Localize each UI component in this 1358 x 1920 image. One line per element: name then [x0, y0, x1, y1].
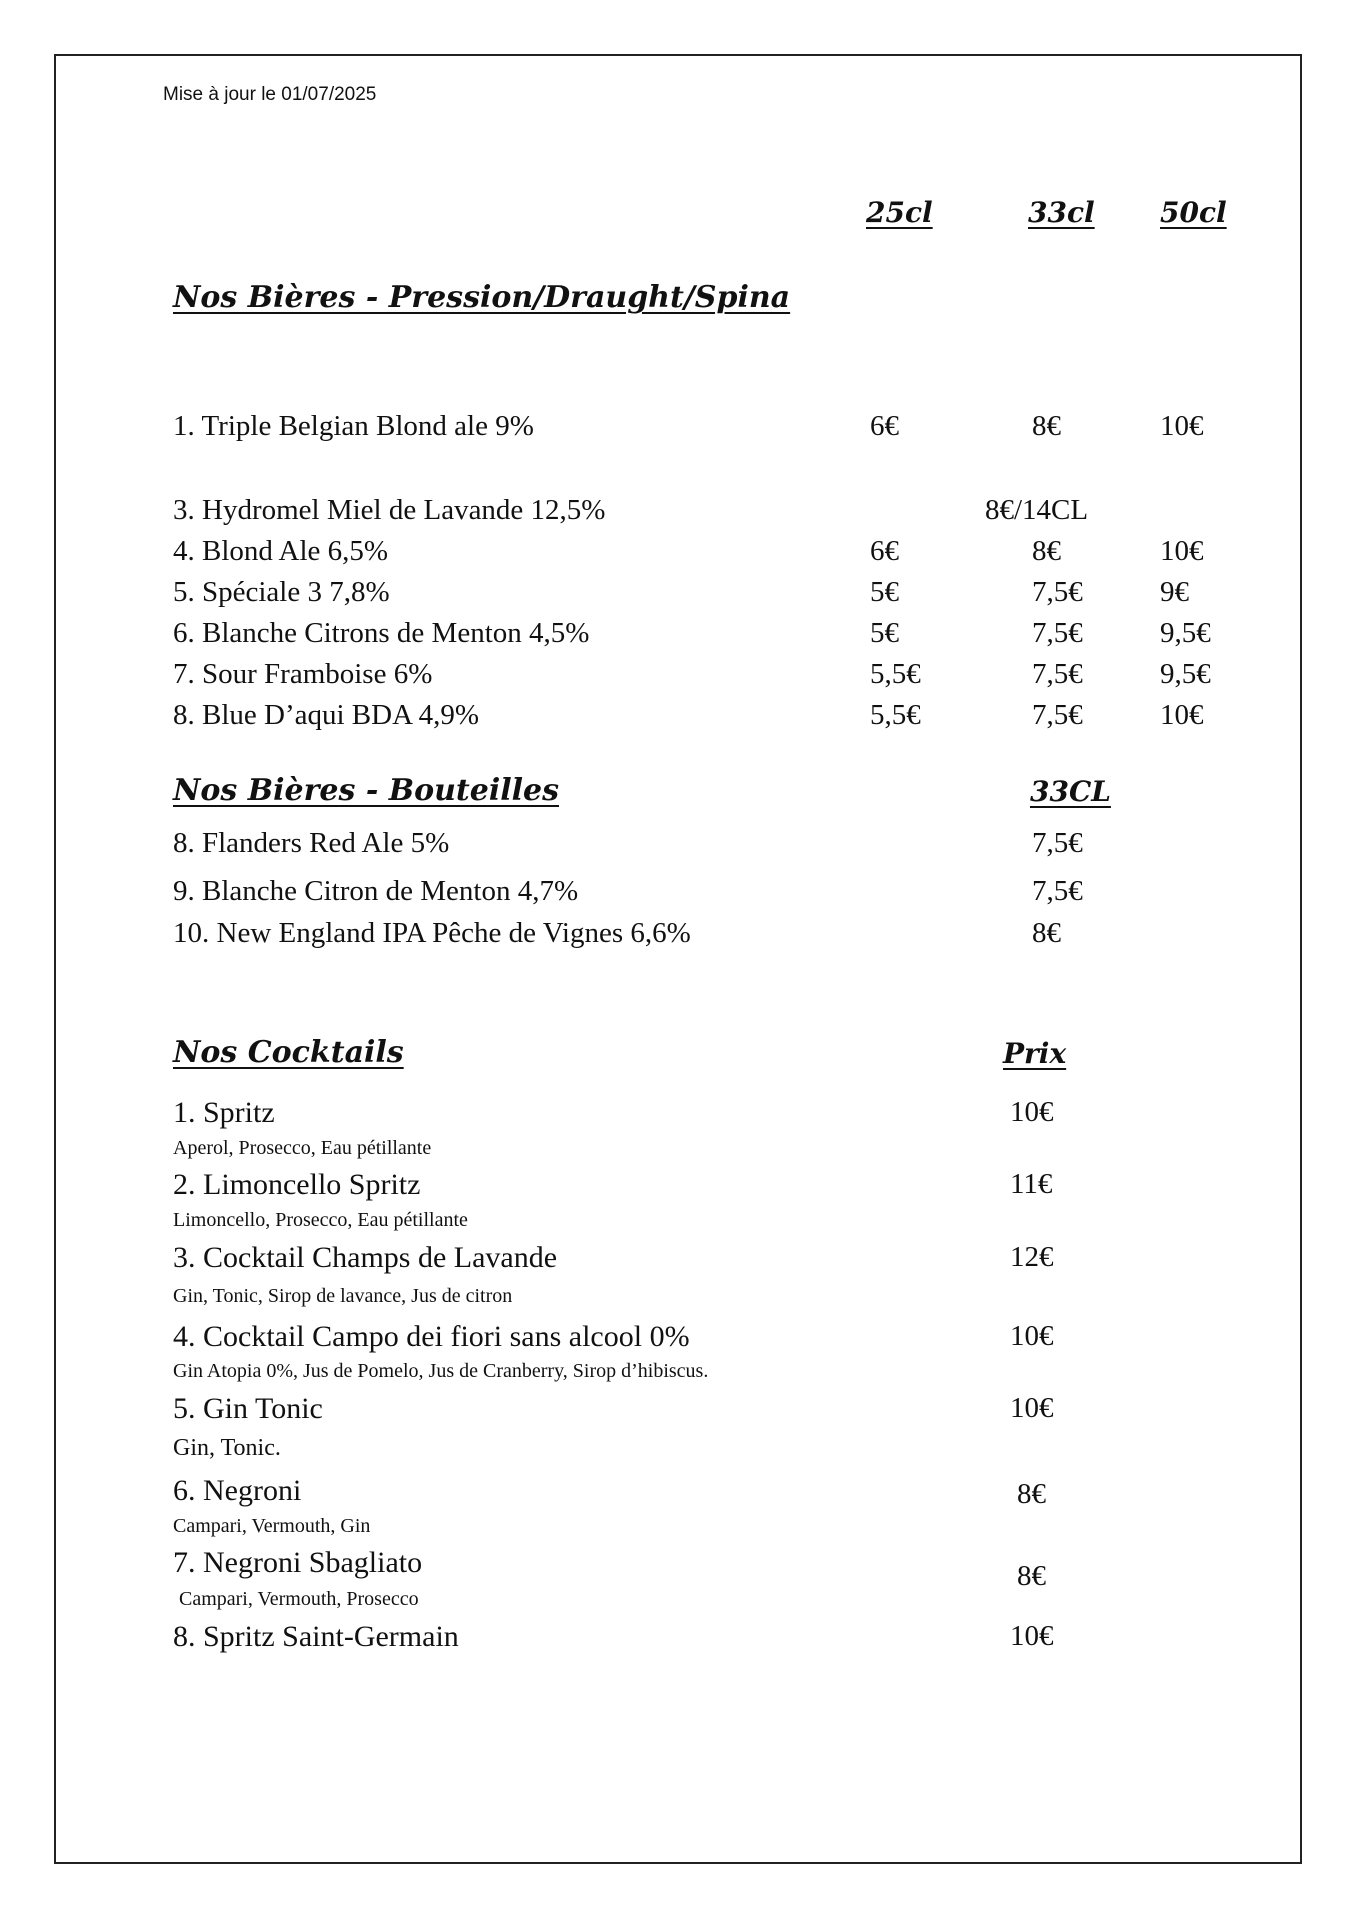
draught-item-name: 1. Triple Belgian Blond ale 9% [173, 410, 534, 442]
draught-price-25cl: 5€ [870, 576, 899, 608]
draught-price-33cl: 7,5€ [1032, 699, 1083, 731]
draught-price-special: 8€/14CL [985, 494, 1089, 526]
cocktail-name: 4. Cocktail Campo dei fiori sans alcool 0% [173, 1320, 690, 1353]
cocktail-description: Limoncello, Prosecco, Eau pétillante [173, 1209, 468, 1231]
draught-price-33cl: 8€ [1032, 535, 1061, 567]
cocktails-heading: Nos Cocktails [173, 1035, 404, 1070]
cocktail-description: Gin, Tonic. [173, 1435, 281, 1461]
draught-price-33cl: 7,5€ [1032, 658, 1083, 690]
draught-price-50cl: 10€ [1160, 699, 1204, 731]
draught-price-50cl: 9,5€ [1160, 658, 1211, 690]
cocktail-name: 5. Gin Tonic [173, 1392, 323, 1425]
cocktail-price: 10€ [1010, 1096, 1054, 1128]
cocktail-price: 10€ [1010, 1320, 1054, 1352]
cocktail-description: Gin, Tonic, Sirop de lavance, Jus de citron [173, 1285, 513, 1307]
col-header-33cl-bottle: 33CL [1030, 775, 1111, 808]
draught-price-33cl: 7,5€ [1032, 617, 1083, 649]
col-header-25cl: 25cl [866, 196, 933, 229]
draught-price-50cl: 10€ [1160, 410, 1204, 442]
draught-price-33cl: 7,5€ [1032, 576, 1083, 608]
cocktail-price: 10€ [1010, 1392, 1054, 1424]
draught-item-name: 5. Spéciale 3 7,8% [173, 576, 390, 608]
draught-item-name: 4. Blond Ale 6,5% [173, 535, 389, 567]
draught-item-name: 3. Hydromel Miel de Lavande 12,5% [173, 494, 606, 526]
cocktail-price: 8€ [1017, 1560, 1046, 1592]
bottle-price: 8€ [1032, 917, 1061, 949]
draught-item-name: 6. Blanche Citrons de Menton 4,5% [173, 617, 590, 649]
cocktail-description: Campari, Vermouth, Gin [173, 1515, 371, 1537]
cocktail-price: 10€ [1010, 1620, 1054, 1652]
draught-price-25cl: 6€ [870, 410, 899, 442]
draught-price-25cl: 5,5€ [870, 699, 921, 731]
draught-item-name: 8. Blue D’aqui BDA 4,9% [173, 699, 480, 731]
draught-price-33cl: 8€ [1032, 410, 1061, 442]
draught-price-25cl: 5€ [870, 617, 899, 649]
bottle-item-name: 8. Flanders Red Ale 5% [173, 827, 450, 859]
cocktail-name: 7. Negroni Sbagliato [173, 1546, 423, 1579]
cocktail-name: 1. Spritz [173, 1096, 275, 1129]
draught-price-25cl: 6€ [870, 535, 899, 567]
draught-price-50cl: 9€ [1160, 576, 1189, 608]
cocktail-name: 6. Negroni [173, 1474, 302, 1507]
draught-price-50cl: 9,5€ [1160, 617, 1211, 649]
draught-heading: Nos Bières - Pression/Draught/Spina [173, 280, 791, 315]
draught-price-50cl: 10€ [1160, 535, 1204, 567]
col-header-33cl: 33cl [1028, 196, 1095, 229]
cocktail-description: Campari, Vermouth, Prosecco [179, 1588, 419, 1610]
cocktail-price: 12€ [1010, 1241, 1054, 1273]
cocktail-name: 2. Limoncello Spritz [173, 1168, 421, 1201]
cocktail-name: 8. Spritz Saint-Germain [173, 1620, 459, 1653]
draught-item-name: 7. Sour Framboise 6% [173, 658, 433, 690]
cocktail-description: Aperol, Prosecco, Eau pétillante [173, 1137, 432, 1159]
bottle-price: 7,5€ [1032, 827, 1083, 859]
cocktail-price: 8€ [1017, 1478, 1046, 1510]
bottles-heading: Nos Bières - Bouteilles [173, 773, 560, 808]
cocktail-description: Gin Atopia 0%, Jus de Pomelo, Jus de Cranberry, Sirop d’hibiscus. [173, 1360, 709, 1382]
draught-price-25cl: 5,5€ [870, 658, 921, 690]
col-header-50cl: 50cl [1160, 196, 1227, 229]
bottle-price: 7,5€ [1032, 875, 1083, 907]
bottle-item-name: 10. New England IPA Pêche de Vignes 6,6% [173, 917, 691, 949]
col-header-prix: Prix [1003, 1037, 1067, 1070]
update-date: Mise à jour le 01/07/2025 [163, 84, 377, 105]
bottle-item-name: 9. Blanche Citron de Menton 4,7% [173, 875, 579, 907]
cocktail-name: 3. Cocktail Champs de Lavande [173, 1241, 558, 1274]
cocktail-price: 11€ [1010, 1168, 1053, 1200]
